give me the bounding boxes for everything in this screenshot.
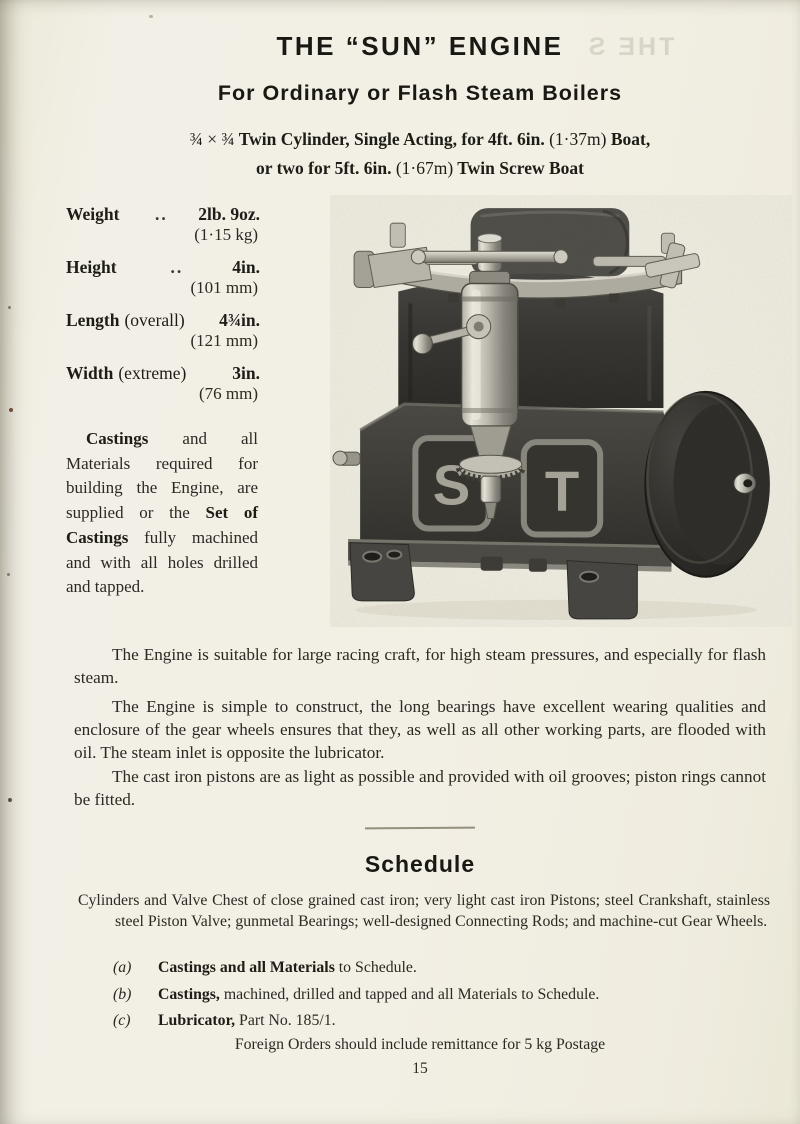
item-bold: Castings and all Materials (158, 959, 335, 976)
item-bold: Castings, (158, 985, 220, 1003)
body-paragraph-1: The Engine is suitable for large racing craft, for high steam pressures, and especially for flash steam. (74, 645, 766, 688)
item-text (158, 985, 599, 1006)
scan-speck (9, 408, 13, 412)
schedule-intro: Cylinders and Valve Chest of close grained cast iron; very light cast iron Pistons; steel Crankshaft, stainless steel Piston Valve; gunmetal Bearings; well-designed Connecting Rods; and machine-cut Gear Wheels. (78, 892, 770, 930)
item-marker: (a) (113, 959, 132, 976)
tagline1-metric: (1·37m) (549, 129, 607, 149)
castings-note-text-a: and all Materials required for building the Engine, are supplied or the (66, 429, 258, 523)
scan-speck (149, 15, 153, 18)
item-text (158, 1011, 336, 1032)
castings-note-text-b: fully machined and with all holes drilled and tapped. (66, 527, 258, 597)
page-subtitle: For Ordinary or Flash Steam Boilers (217, 81, 623, 105)
section-divider (365, 827, 475, 830)
page-title: THE “SUN” ENGINE (276, 31, 564, 61)
tagline1-bold-b: Boat, (606, 129, 651, 149)
body-paragraph-3: The cast iron pistons are as light as possible and provided with oil grooves; piston rings cannot be fitted. (74, 767, 766, 810)
ghost-reverse-title: THE S (585, 33, 675, 61)
foreign-orders-note: Foreign Orders should include remittance for 5 kg Postage (234, 1036, 606, 1053)
tagline2-metric: (1·67m) (395, 158, 454, 178)
spec-row-width (66, 363, 260, 404)
schedule-item-c (113, 1011, 760, 1032)
spec-row-height-main (66, 257, 260, 278)
photo-grain (330, 195, 792, 627)
spec-value: 4¾in. (219, 310, 260, 330)
item-rest: to Schedule. (334, 959, 417, 976)
item-rest: machined, drilled and tapped and all Materials to Schedule. (219, 985, 600, 1003)
spec-label: Height (66, 257, 117, 277)
spec-label: Weight (66, 204, 120, 224)
spec-label: Length (66, 310, 120, 330)
page-number: 15 (412, 1060, 428, 1077)
spec-table (66, 204, 260, 416)
engine-photo (330, 195, 792, 627)
spec-tagline-1 (40, 129, 800, 150)
item-text (158, 958, 417, 979)
item-bold: Lubricator, (158, 1012, 236, 1029)
spec-row-height (66, 257, 260, 298)
body-paragraph-2: The Engine is simple to construct, the long bearings have excellent wearing qualities and enclosure of the gear wheels ensures that they, as well as all other working parts, are flooded with oil. The steam inlet is opposite the lubricator. (74, 697, 766, 763)
spec-row-weight (66, 204, 260, 245)
tagline1-bold-a: Twin Cylinder, Single Acting, for 4ft. 6in. (234, 129, 550, 149)
spec-tagline-2 (40, 158, 800, 179)
spec-row-length-main (66, 310, 260, 331)
scan-speck (7, 573, 10, 576)
item-marker: (c) (113, 1012, 131, 1029)
schedule-heading: Schedule (364, 851, 476, 877)
leader-dots: .. (154, 204, 168, 224)
spec-label: Width (66, 363, 114, 383)
scan-speck (8, 306, 11, 309)
spec-metric: (101 mm) (190, 277, 258, 297)
spec-metric: (76 mm) (198, 383, 258, 403)
scan-speck (8, 798, 12, 802)
item-marker: (b) (113, 985, 132, 1003)
spec-qualifier: (extreme) (118, 363, 187, 383)
schedule-item-b (113, 985, 760, 1006)
spec-value: 4in. (232, 257, 260, 277)
schedule-item-a (113, 958, 760, 979)
spec-value: 3in. (232, 363, 260, 383)
castings-note-bold-a: Castings (86, 429, 149, 448)
castings-note (66, 427, 258, 600)
spec-row-length (66, 310, 260, 351)
spec-row-weight-main (66, 204, 260, 225)
item-rest: Part No. 185/1. (235, 1012, 336, 1029)
leader-dots: .. (170, 257, 184, 277)
spec-metric: (121 mm) (190, 330, 258, 350)
spec-row-width-main (66, 363, 260, 384)
spec-metric: (1·15 kg) (194, 224, 258, 244)
bore-stroke-fractions: ¾ × ¾ (189, 129, 235, 149)
tagline2-bold-a: or two for 5ft. 6in. (256, 158, 396, 178)
tagline2-bold-b: Twin Screw Boat (453, 158, 584, 178)
spec-qualifier: (overall) (124, 310, 185, 330)
spec-value: 2lb. 9oz. (198, 204, 260, 224)
castings-note-bold-b: Set of Castings (66, 503, 258, 547)
schedule-list (113, 958, 760, 1038)
